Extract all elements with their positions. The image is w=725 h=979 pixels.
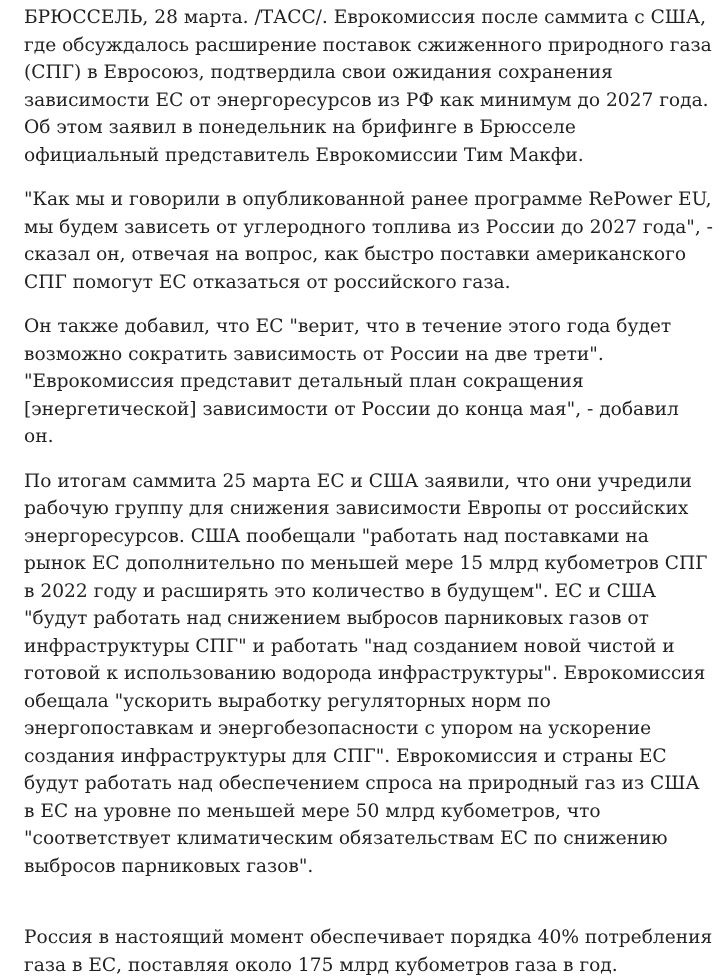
article-paragraph-conclusion: Россия в настоящий момент обеспечивает порядка 40% потребления газа в ЕС, поставляя около 175 млрд кубометров газа в год. [24, 927, 713, 976]
article-body [24, 4, 714, 979]
article-paragraph-quote: "Как мы и говорили в опубликованной ранее программе RePower EU, мы будем зависеть от углеродного топлива из России до 2027 года", - сказал он, отвечая на вопрос, как быстро поставки американского СПГ помогут ЕС отказаться от российского газа. [24, 189, 713, 293]
article-paragraph-lead: БРЮССЕЛЬ, 28 марта. /ТАСС/. Еврокомиссия после саммита с США, где обсуждалось расширение поставок сжиженного природного газа (СПГ) в Евросоюз, подтвердила свои ожидания сохранения зависимости ЕС от энергоресурсов из РФ как минимум до 2027 года. Об этом заявил в понедельник на брифинге в Брюсселе официальный представитель Еврокомиссии Тим Макфи. [24, 7, 712, 166]
article-paragraph-summit: По итогам саммита 25 марта ЕС и США заявили, что они учредили рабочую группу для снижения зависимости Европы от российских энергоресурсов. США пообещали "работать над поставками на рынок ЕС дополнительно по меньшей мере 15 млрд кубометров СПГ в 2022 году и расширять это количество в будущем". ЕС и США "будут работать над снижением выбросов парниковых газов от инфраструктуры СПГ" и работать "над созданием новой чистой и готовой к использованию водорода инфраструктуры". Еврокомиссия обещала "ускорить выработку регуляторных норм по энергопоставкам и энергобезопасности с упором на ускорение создания инфраструктуры для СПГ". Еврокомиссия и страны ЕС будут работать над обеспечением спроса на природный газ из США в ЕС на уровне по меньшей мере 50 млрд кубометров, что "соответствует климатическим обязательствам ЕС по снижению выбросов парниковых газов". [24, 470, 708, 877]
article-paragraph-addition: Он также добавил, что ЕС "верит, что в течение этого года будет возможно сократить зависимость от России на две трети". "Еврокомиссия представит детальный план сокращения [энергетической] зависимости от России до конца мая", - добавил он. [24, 316, 679, 447]
